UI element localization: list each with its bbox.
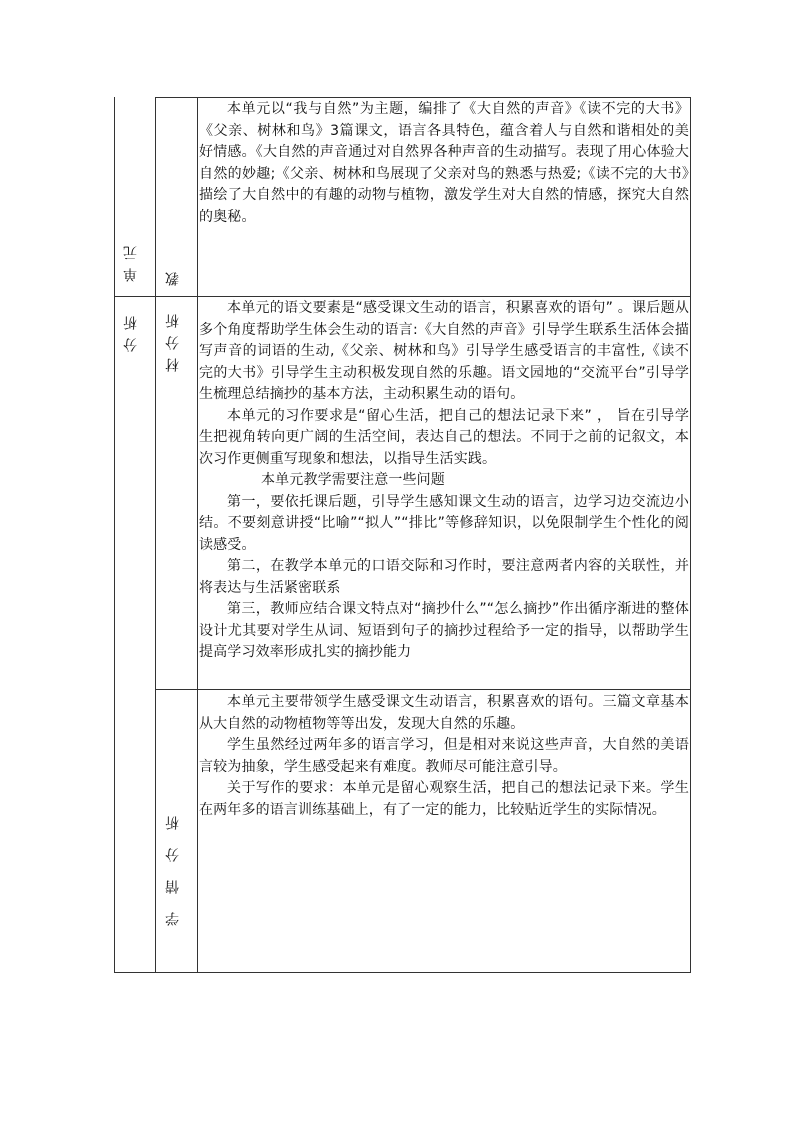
learner-analysis-content	[199, 692, 689, 821]
right-border-line	[690, 97, 691, 972]
row-divider-1	[114, 296, 691, 297]
column-divider-2	[197, 97, 198, 972]
label-learner-analysis: 学情分析	[165, 798, 181, 926]
learner-paragraph-2: 学生虽然经过两年多的语言学习，但是相对来说这些声音，大自然的美语言较为抽象，学生感受起来有难度。教师尽可能注意引导。	[199, 737, 689, 775]
top-border-line	[155, 97, 691, 98]
learner-paragraph-1: 本单元主要带领学生感受课文生动语言，积累喜欢的语句。三篇文章基本从大自然的动物植物等等出发，发现大自然的乐趣。	[199, 694, 689, 732]
label-unit: 单元	[123, 238, 139, 282]
bottom-border-line	[114, 972, 691, 973]
element-paragraph: 本单元的语文要素是“感受课文生动的语言，积累喜欢的语句” 。课后题从多个角度帮助学生体会生动的语言:《大自然的声音》引导学生联系生活体会描写声音的词语的生动,《父亲、树林和鸟》引导学生感受语言的丰富性,《读不完的大书》引导学生主动积极发现自然的乐趣。语文园地的“交流平台”引导学生梳理总结摘抄的基本方法，主动积累生动的语句。	[199, 300, 689, 402]
row-divider-2	[155, 689, 691, 690]
point-one-paragraph: 第一，要依托课后题，引导学生感知课文生动的语言，边学习边交流边小结。不要刻意讲授“比喻”“拟人”“排比”等修辞知识，以免限制学生个性化的阅读感受。	[199, 493, 689, 553]
learner-paragraph-3: 关于写作的要求：本单元是留心观察生活，把自己的想法记录下来。学生在两年多的语言训练基础上，有了一定的能力，比较贴近学生的实际情况。	[199, 780, 689, 818]
teaching-material-intro	[199, 99, 689, 228]
point-three-paragraph: 第三，教师应结合课文特点对“摘抄什么”“怎么摘抄”作出循序渐进的整体设计尤其要对学生从词、短语到句子的摘抄过程给予一定的指导，以帮助学生提高学习效率形成扎实的摘抄能力	[199, 601, 689, 660]
teaching-notes-heading: 本单元教学需要注意一些问题	[261, 472, 445, 488]
material-analysis-content	[199, 298, 689, 664]
label-teaching: 教	[165, 264, 181, 286]
label-material-analysis: 材分析	[165, 306, 181, 372]
column-divider-1	[155, 97, 156, 972]
left-border-line	[114, 97, 115, 972]
intro-paragraph: 本单元以“我与自然”为主题，编排了《大自然的声音》《读不完的大书》《父亲、树林和鸟》3篇课文，语言各具特色，蕴含着人与自然和谐相处的美好情感。《大自然的声音通过对自然界各种声音的生动描写。表现了用心体验大自然的妙趣;《父亲、树林和鸟展现了父亲对鸟的熟悉与热爱;《读不完的大书》描绘了大自然中的有趣的动物与植物，激发学生对大自然的情感，探究大自然的奥秘。	[199, 101, 689, 225]
point-two-paragraph: 第二，在教学本单元的口语交际和习作时，要注意两者内容的关联性，并将表达与生活紧密联系	[199, 558, 689, 596]
writing-requirement-paragraph: 本单元的习作要求是“留心生活，把自己的想法记录下来” ， 旨在引导学生把视角转向更广阔的生活空间，表达自己的想法。不同于之前的记叙文，本次习作更侧重写现象和想法，以指导生活实践。	[199, 407, 689, 467]
label-analysis: 分析	[123, 308, 139, 352]
